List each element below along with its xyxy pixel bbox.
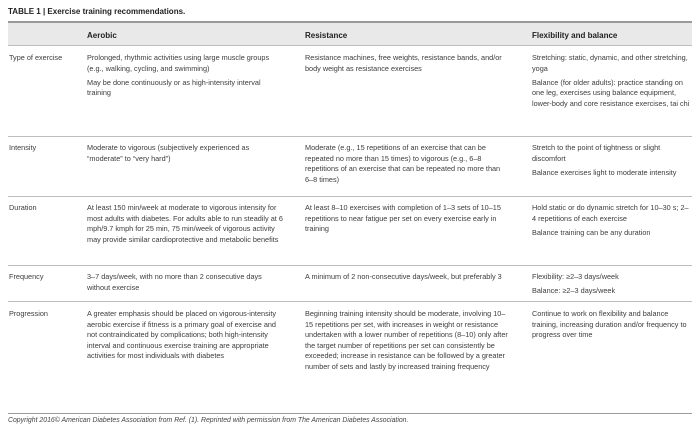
cell-frequency-aerobic [87, 272, 283, 297]
row-separator [8, 45, 692, 46]
cell-intensity-aerobic [87, 143, 283, 168]
row-label-type: Type of exercise [9, 53, 63, 62]
cell-paragraph: May be done continuously or as high-intensity interval training [87, 77, 261, 98]
cell-paragraph: 3–7 days/week, with no more than 2 consecutive days without exercise [87, 272, 262, 292]
cell-paragraph: Beginning training intensity should be moderate, involving 10–15 repetitions per set, with increases in weight or resistance undertaken with a lower number of repetitions (8–10) only after the target number of repetitions per set can consistently be exceeded; increase in resistance can be followed by a greater number of sets and lastly by increased training frequency [305, 309, 508, 371]
header-flexibility: Flexibility and balance [532, 31, 618, 40]
cell-paragraph: Balance training can be any duration [532, 227, 651, 237]
row-label-frequency: Frequency [9, 272, 44, 281]
cell-paragraph: A minimum of 2 non-consecutive days/week, but preferably 3 [305, 272, 502, 281]
header-aerobic: Aerobic [87, 31, 117, 40]
cell-frequency-flexibility [532, 272, 690, 300]
table-title: TABLE 1 | Exercise training recommendations. [8, 7, 186, 16]
cell-paragraph: Continue to work on flexibility and balance training, increasing duration and/or frequency to progress over time [532, 309, 687, 340]
cell-progression-flexibility [532, 309, 690, 344]
cell-paragraph: Stretching: static, dynamic, and other stretching, yoga [532, 53, 688, 73]
cell-paragraph: Prolonged, rhythmic activities using large muscle groups (e.g., walking, cycling, and swimming) [87, 53, 270, 73]
row-label-intensity: Intensity [9, 143, 37, 152]
cell-type-flexibility [532, 53, 690, 113]
copyright-footer: Copyright 2016© American Diabetes Association from Ref. (1). Reprinted with permission from The American Diabetes Association. [8, 417, 409, 424]
row-separator [8, 136, 692, 137]
cell-duration-resistance [305, 203, 510, 238]
cell-paragraph: A greater emphasis should be placed on vigorous-intensity aerobic exercise if fitness is a primary goal of exercise and not contraindicated by complications; both high-intensity interval and continuous exercise training are appropriate activities for most individuals with diabetes [87, 309, 277, 361]
row-separator [8, 196, 692, 197]
cell-type-resistance [305, 53, 510, 78]
row-separator [8, 265, 692, 266]
cell-paragraph: Moderate (e.g., 15 repetitions of an exercise that can be repeated no more than 15 times) to vigorous (e.g., 6–8 repetitions of an exercise that can be repeated no more than 6–8 times) [305, 143, 501, 184]
cell-duration-flexibility [532, 203, 690, 242]
cell-paragraph: Balance: ≥2–3 days/week [532, 286, 616, 296]
header-resistance: Resistance [305, 31, 348, 40]
cell-progression-aerobic [87, 309, 283, 365]
cell-paragraph: Hold static or do dynamic stretch for 10–30 s; 2–4 repetitions of each exercise [532, 203, 689, 223]
cell-paragraph: Stretch to the point of tightness or slight discomfort [532, 143, 661, 163]
bottom-rule [8, 413, 692, 414]
row-separator [8, 301, 692, 302]
cell-paragraph: Moderate to vigorous (subjectively experienced as “moderate” to “very hard”) [87, 143, 250, 163]
cell-paragraph: Balance (for older adults): practice standing on one leg, exercises using balance equipment, lower-body and core resistance exercises, tai chi [532, 77, 690, 108]
cell-paragraph: At least 150 min/week at moderate to vigorous intensity for most adults with diabetes. For adults able to run steadily at 6 mph/9.7 kmph for 25 min, 75 min/week of vigorous activity may provide similar cardioprotective and metabolic benefits [87, 203, 283, 244]
cell-intensity-flexibility [532, 143, 690, 182]
row-label-progression: Progression [9, 309, 48, 318]
cell-duration-aerobic [87, 203, 283, 249]
cell-intensity-resistance [305, 143, 510, 189]
cell-paragraph: Resistance machines, free weights, resistance bands, and/or body weight as resistance exercises [305, 53, 502, 73]
cell-frequency-resistance [305, 272, 510, 286]
cell-type-aerobic [87, 53, 283, 102]
cell-paragraph: Balance exercises light to moderate intensity [532, 167, 677, 177]
row-label-duration: Duration [9, 203, 37, 212]
cell-paragraph: Flexibility: ≥2–3 days/week [532, 272, 619, 281]
cell-paragraph: At least 8–10 exercises with completion of 1–3 sets of 10–15 repetitions to near fatigue per set on every exercise early in training [305, 203, 501, 234]
cell-progression-resistance [305, 309, 510, 376]
